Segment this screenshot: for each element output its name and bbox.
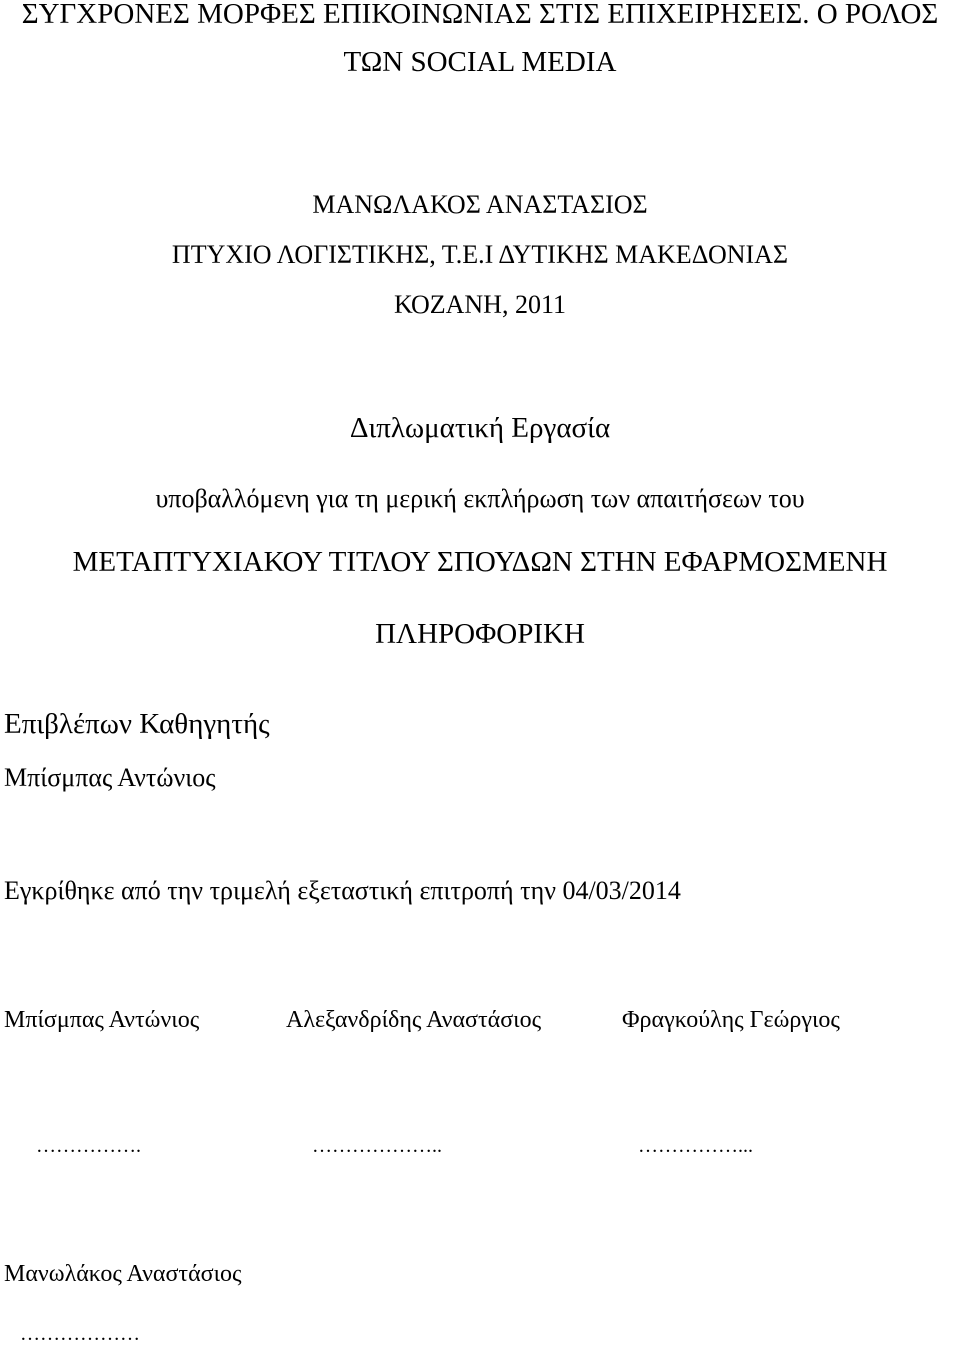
supervisor-label: Επιβλέπων Καθηγητής	[4, 708, 270, 740]
submission-text: υποβαλλόμενη για τη μερική εκπλήρωση των απαιτήσεων του	[155, 484, 805, 513]
signature-line-1: …………….	[36, 1135, 141, 1157]
signature-line-3: ……………...	[638, 1135, 753, 1157]
approval-text: Εγκρίθηκε από την τριμελή εξεταστική επιτροπή την 04/03/2014	[4, 876, 681, 905]
student-signature-line: ………………	[20, 1323, 140, 1345]
author-name: ΜΑΝΩΛΑΚΟΣ ΑΝΑΣΤΑΣΙΟΣ	[312, 190, 648, 219]
committee-member-1: Μπίσμπας Αντώνιος	[4, 1007, 200, 1033]
program-line-1: ΜΕΤΑΠΤΥΧΙΑΚΟΥ ΤΙΤΛΟΥ ΣΠΟΥΔΩΝ ΣΤΗΝ ΕΦΑΡΜΟΣΜΕΝΗ	[72, 546, 888, 578]
committee-member-3: Φραγκούλης Γεώργιος	[622, 1007, 840, 1033]
supervisor-name: Μπίσμπας Αντώνιος	[4, 763, 216, 792]
student-name: Μανωλάκος Αναστάσιος	[4, 1261, 242, 1287]
thesis-type: Διπλωματική Εργασία	[349, 412, 611, 444]
program-line-2: ΠΛΗΡΟΦΟΡΙΚΗ	[375, 618, 585, 650]
committee-member-2: Αλεξανδρίδης Αναστάσιος	[286, 1007, 542, 1033]
signature-line-2: ………………..	[312, 1135, 442, 1157]
degree-info: ΠΤΥΧΙΟ ΛΟΓΙΣΤΙΚΗΣ, Τ.Ε.Ι ΔΥΤΙΚΗΣ ΜΑΚΕΔΟΝΙΑΣ	[171, 240, 789, 269]
place-year: ΚΟΖΑΝΗ, 2011	[393, 290, 566, 319]
title-line-2: ΤΩΝ SOCIAL MEDIA	[343, 46, 617, 78]
title-line-1: ΣΥΓΧΡΟΝΕΣ ΜΟΡΦΕΣ ΕΠΙΚΟΙΝΩΝΙΑΣ ΣΤΙΣ ΕΠΙΧΕΙΡΗΣΕΙΣ. Ο ΡΟΛΟΣ	[21, 0, 939, 30]
